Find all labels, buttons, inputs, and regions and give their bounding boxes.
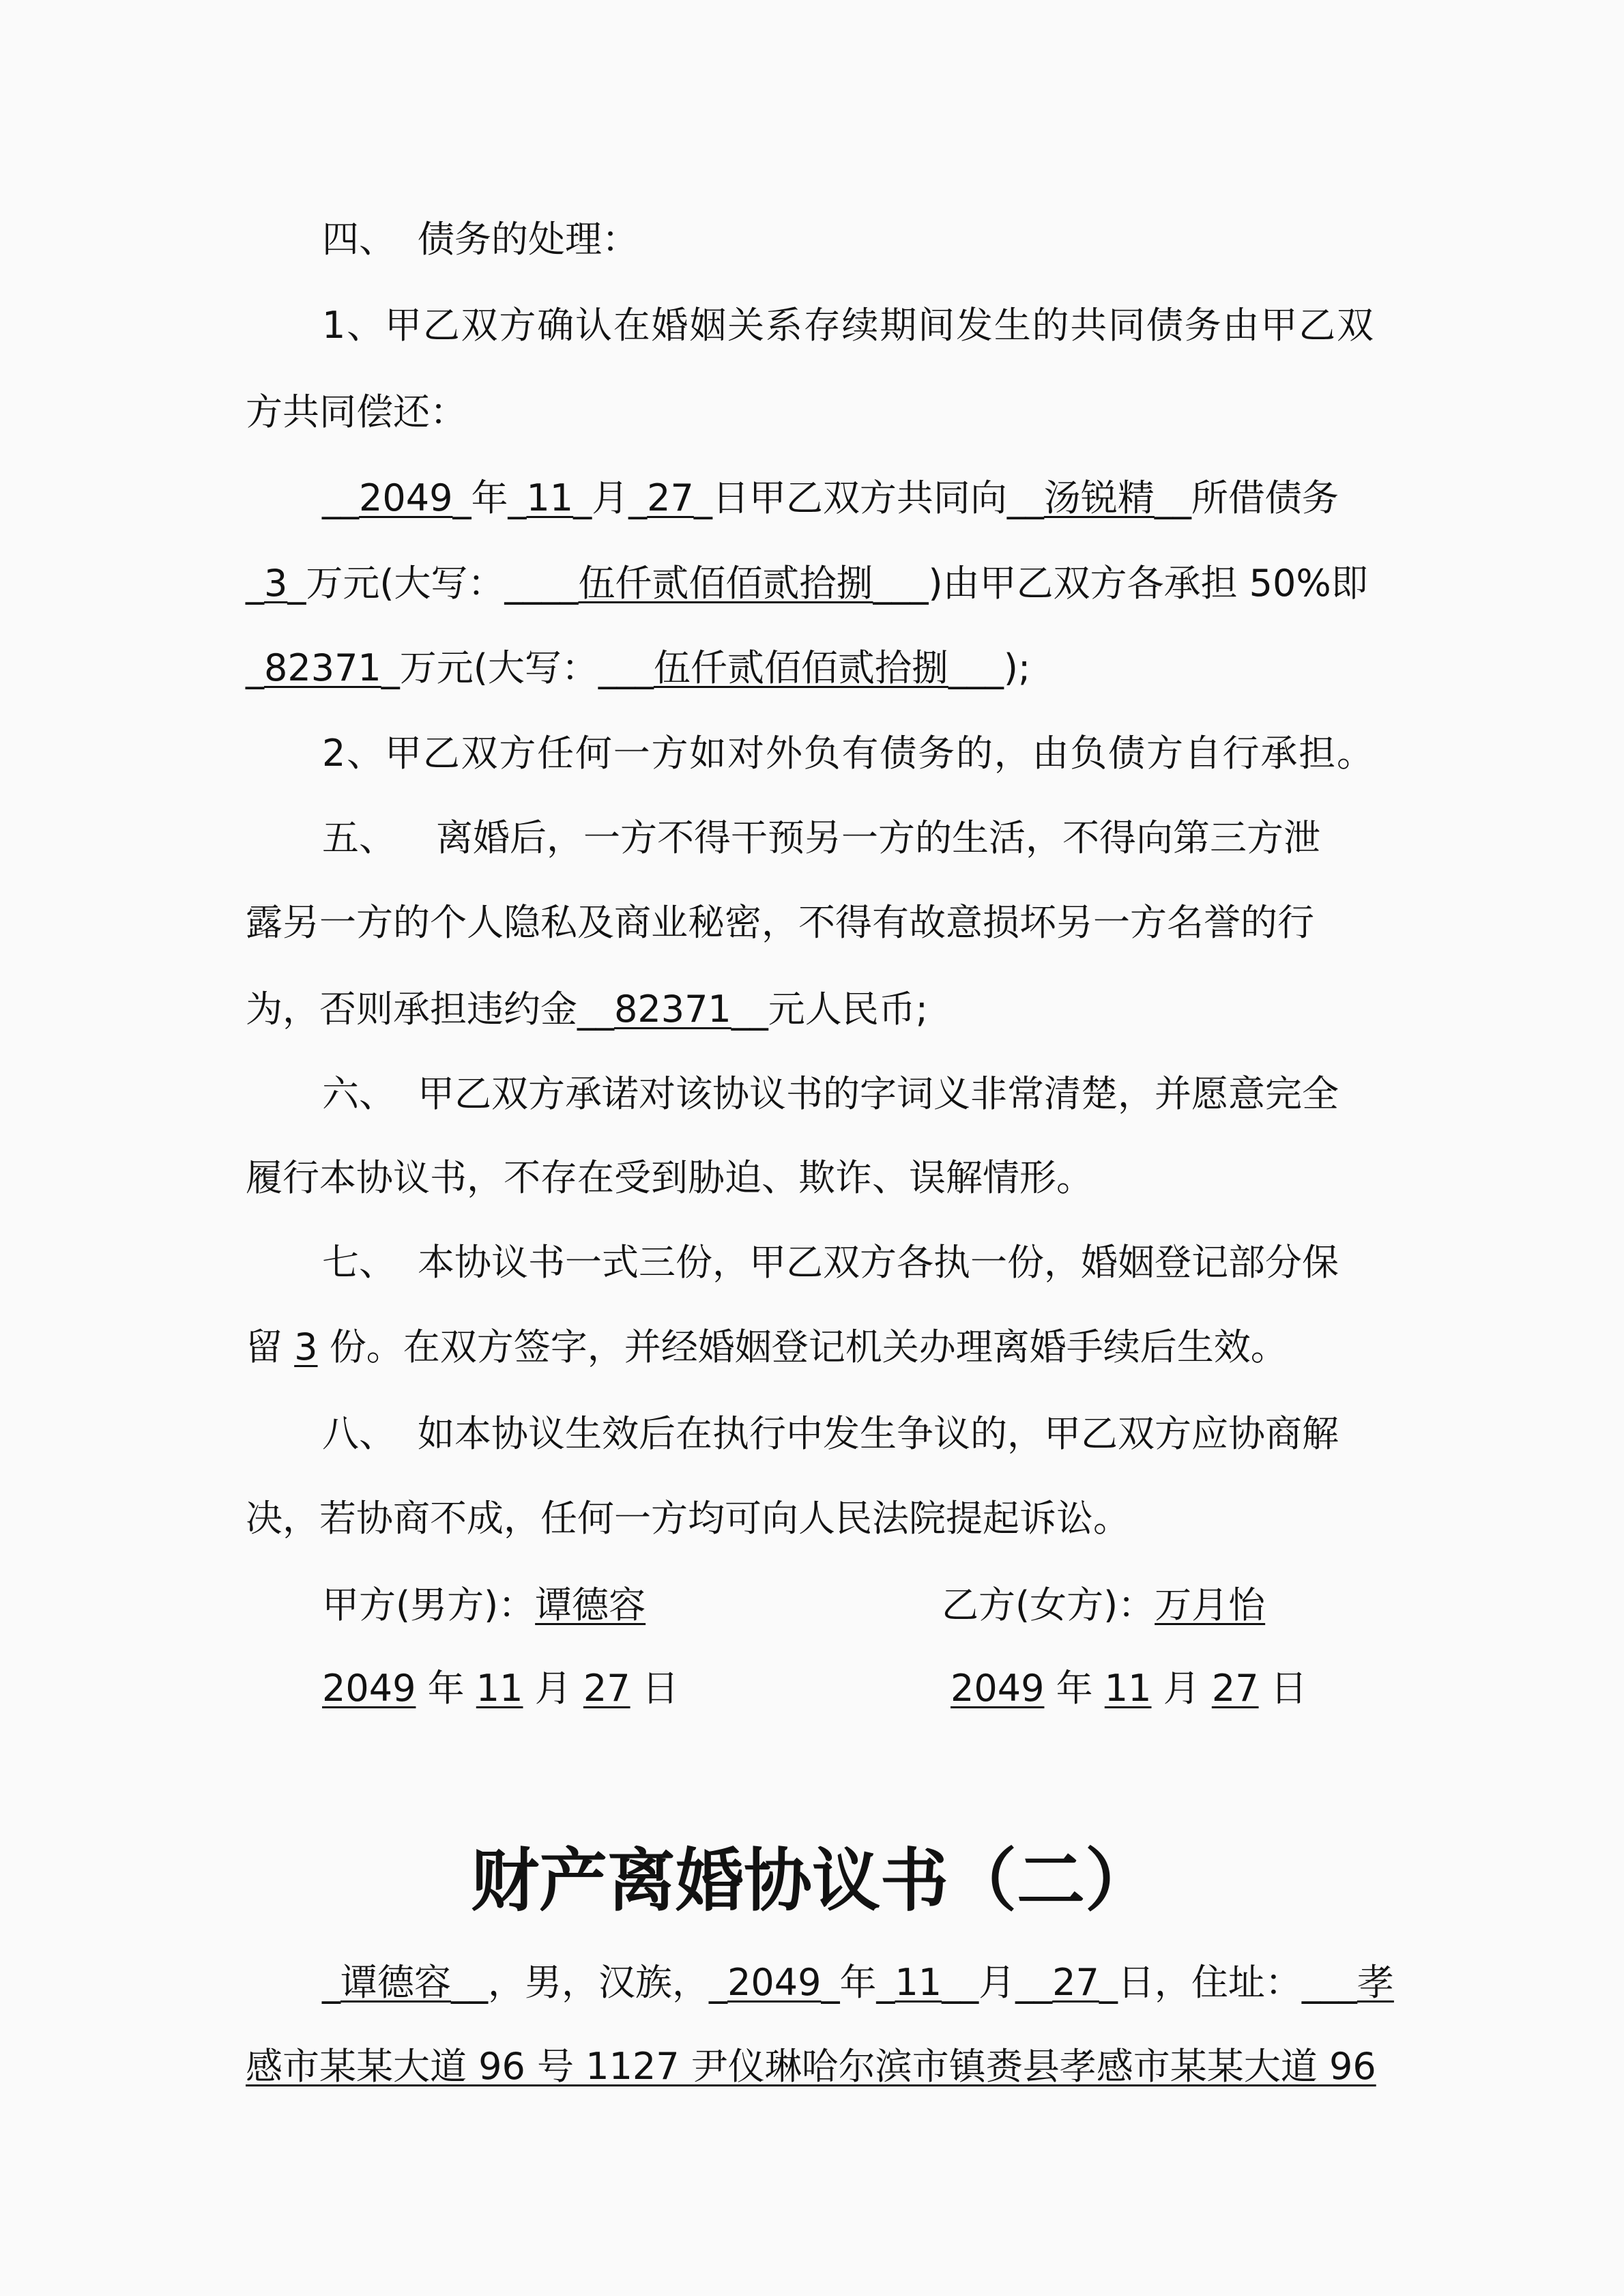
clause-text: 份。在双方签字，并经婚姻登记机关办理离婚手续后生效。 [317, 1325, 1288, 1368]
blank: _ [322, 1961, 340, 2004]
address-continuation: 感市某某大道 96 号 1127 尹仪琳哈尔滨市镇赉县孝感市某某大道 96 [246, 2045, 1376, 2088]
birth-day-value: 27 [1052, 1961, 1099, 2004]
blank: _年_ [821, 1961, 895, 2004]
party-a-name: 谭德容 [535, 1583, 646, 1626]
blank: _ [246, 562, 264, 605]
debt-amount-line [246, 561, 1368, 605]
clause-title: 债务的处理： [418, 218, 639, 261]
clause-text: _万元(大写：____ [287, 562, 579, 605]
debt-month-value: 11 [526, 476, 574, 519]
clause-8-line-1 [322, 1411, 1339, 1456]
clause-text: _日甲乙双方共同向__ [693, 476, 1044, 519]
debt-day-value: 27 [647, 476, 694, 519]
debt-share-uppercase-value: 伍仟贰佰佰贰拾捌 [653, 646, 948, 689]
clause-6-line-2: 履行本协议书，不存在受到胁迫、欺诈、误解情形。 [246, 1156, 1093, 1199]
blank: _ [246, 646, 264, 689]
clause-number: 四、 [322, 218, 396, 261]
party-info-line [322, 1960, 1394, 2005]
debt-share-line [246, 646, 1030, 690]
year-unit: 年 [1044, 1667, 1105, 1710]
day-unit: 日 [1258, 1667, 1307, 1710]
debt-date-line [322, 476, 1339, 520]
party-name-value: 谭德容 [340, 1961, 451, 2004]
month-unit: 月 [1151, 1667, 1212, 1710]
party-b-label: 乙方(女方)： [942, 1583, 1155, 1626]
clause-4-heading [322, 217, 639, 261]
clause-4-item-1-line-1: 1、甲乙双方确认在婚姻关系存续期间发生的共同债务由甲乙双 [322, 304, 1375, 347]
party-a-signature [322, 1583, 646, 1627]
clause-text: ___); [948, 646, 1031, 689]
clause-text: 本协议书一式三份，甲乙双方各执一份，婚姻登记部分保 [418, 1241, 1339, 1284]
day-value: 27 [1211, 1667, 1259, 1710]
party-b-date [951, 1666, 1307, 1710]
creditor-name-value: 汤锐精 [1043, 476, 1155, 519]
clause-number: 七、 [322, 1241, 396, 1284]
clause-text: 为，否则承担违约金__ [246, 988, 614, 1031]
clause-5-line-1 [322, 816, 1320, 860]
day-unit: 日 [630, 1667, 679, 1710]
clause-text: 留 [246, 1325, 295, 1368]
debt-amount-value: 3 [264, 562, 288, 605]
clause-text: 离婚后，一方不得干预另一方的生活，不得向第三方泄 [436, 816, 1320, 859]
blank: __月__ [942, 1961, 1053, 2004]
clause-text: __，男，汉族，_ [451, 1961, 727, 2004]
birth-year-value: 2049 [727, 1961, 822, 2004]
month-value: 11 [476, 1667, 523, 1710]
month-value: 11 [1104, 1667, 1152, 1710]
clause-text: _万元(大写：___ [381, 646, 654, 689]
clause-5-line-3 [246, 987, 928, 1031]
year-value: 2049 [951, 1667, 1045, 1710]
year-unit: 年 [416, 1667, 476, 1710]
debt-year-value: 2049 [359, 476, 453, 519]
clause-5-line-2: 露另一方的个人隐私及商业秘密，不得有故意损坏另一方名誉的行 [246, 901, 1314, 944]
clause-8-line-2: 决，若协商不成，任何一方均可向人民法院提起诉讼。 [246, 1497, 1130, 1540]
clause-6-line-1 [322, 1072, 1339, 1116]
clause-text: 如本协议生效后在执行中发生争议的，甲乙双方应协商解 [418, 1412, 1339, 1455]
document-title: 财产离婚协议书（二） [471, 1841, 1153, 1921]
clause-number: 五、 [322, 816, 396, 859]
party-a-label: 甲方(男方)： [322, 1583, 536, 1626]
clause-4-item-1-line-2: 方共同偿还： [246, 390, 467, 433]
address-value: 孝 [1357, 1961, 1394, 2004]
debt-amount-uppercase-value: 伍仟贰佰佰贰拾捌 [578, 562, 873, 605]
clause-text: __所借债务 [1154, 476, 1339, 519]
clause-4-item-2: 2、甲乙双方任何一方如对外负有债务的，由负债方自行承担。 [322, 732, 1375, 775]
party-b-name: 万月怡 [1155, 1583, 1266, 1626]
party-a-date [322, 1666, 679, 1710]
copies-count-value: 3 [294, 1325, 318, 1368]
birth-month-value: 11 [895, 1961, 942, 2004]
blank: _月_ [573, 476, 648, 519]
clause-text: _日，住址：___ [1099, 1961, 1357, 2004]
blank: __ [322, 476, 359, 519]
day-value: 27 [583, 1667, 630, 1710]
blank: _年_ [452, 476, 527, 519]
clause-text: ___)由甲乙双方各承担 50%即 [873, 562, 1368, 605]
clause-text: __元人民币; [731, 988, 928, 1031]
clause-7-line-1 [322, 1240, 1339, 1285]
clause-text: 甲乙双方承诺对该协议书的字词义非常清楚，并愿意完全 [418, 1072, 1339, 1115]
clause-number: 八、 [322, 1412, 396, 1455]
clause-7-line-2 [246, 1325, 1288, 1369]
debt-share-value: 82371 [264, 646, 381, 689]
penalty-amount-value: 82371 [614, 988, 731, 1031]
party-b-signature [942, 1583, 1265, 1627]
month-unit: 月 [523, 1667, 583, 1710]
year-value: 2049 [322, 1667, 416, 1710]
clause-number: 六、 [322, 1072, 396, 1115]
